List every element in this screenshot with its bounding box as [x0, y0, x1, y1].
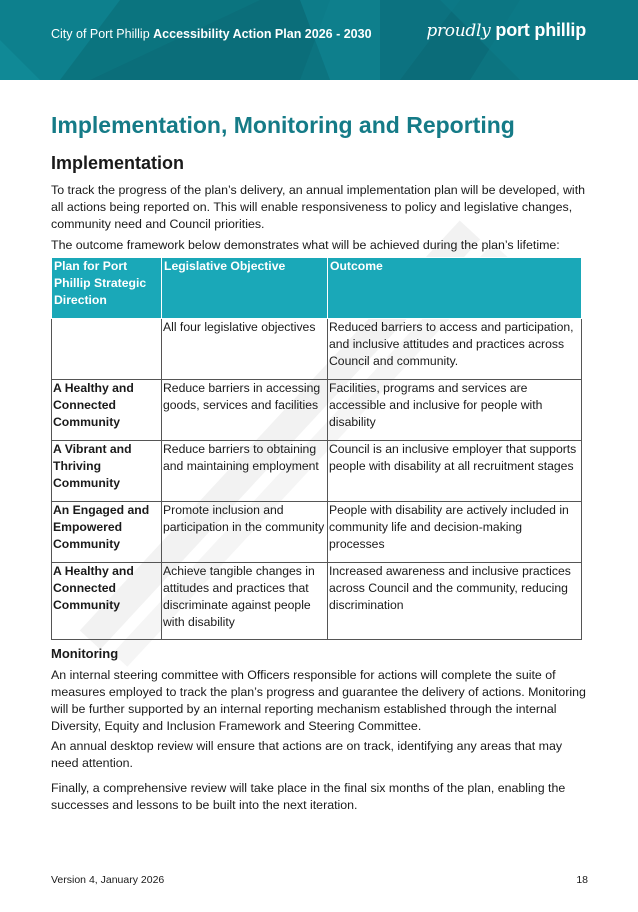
- cell-direction: A Healthy and Connected Community: [52, 563, 162, 640]
- cell-direction: [52, 319, 162, 380]
- outcome-framework-table: [51, 257, 582, 640]
- cell-objective: Achieve tangible changes in attitudes and practices that discriminate against people with disability: [162, 563, 328, 640]
- cell-outcome: Facilities, programs and services are accessible and inclusive for people with disability: [328, 380, 582, 441]
- table-row: [52, 319, 582, 380]
- port-phillip-logo: [426, 20, 586, 41]
- footer-version: Version 4, January 2026: [51, 874, 165, 886]
- cell-outcome: Increased awareness and inclusive practices across Council and the community, reducing discrimination: [328, 563, 582, 640]
- table-row: [52, 502, 582, 563]
- cell-direction: A Healthy and Connected Community: [52, 380, 162, 441]
- table-header-row: [52, 258, 582, 319]
- monitoring-paragraph-3: Finally, a comprehensive review will take place in the final six months of the plan, enabling the successes and lessons to be built into the next iteration.: [51, 781, 566, 812]
- cell-outcome: Council is an inclusive employer that supports people with disability at all recruitment stages: [328, 441, 582, 502]
- table-row: [52, 563, 582, 640]
- logo-script-text: proudly: [426, 21, 491, 41]
- monitoring-paragraph-1: An internal steering committee with Officers responsible for actions will complete the suite of measures employed to track the plan’s progress and guarantee the delivery of actions. Monitoring will be further supported by an internal reporting mechanism established through the internal Diversity, Equity and Inclusion Framework and Steering Committee.: [51, 668, 586, 733]
- monitoring-paragraph-2: An annual desktop review will ensure that actions are on track, identifying any areas that may need attention.: [51, 739, 563, 770]
- cell-objective: All four legislative objectives: [162, 319, 328, 380]
- header-title: [51, 27, 372, 41]
- cell-outcome: People with disability are actively included in community life and decision-making processes: [328, 502, 582, 563]
- implementation-heading: Implementation: [51, 153, 185, 173]
- header-org: City of Port Phillip: [51, 27, 150, 41]
- footer-page-number: 18: [576, 874, 588, 886]
- framework-intro: The outcome framework below demonstrates what will be achieved during the plan’s lifetime:: [51, 238, 560, 252]
- cell-direction: An Engaged and Empowered Community: [52, 502, 162, 563]
- table-row: [52, 441, 582, 502]
- header-strategic-direction: Plan for Port Phillip Strategic Direction: [52, 258, 162, 319]
- cell-objective: Reduce barriers to obtaining and maintaining employment: [162, 441, 328, 502]
- cell-direction: A Vibrant and Thriving Community: [52, 441, 162, 502]
- logo-brand-text: port phillip: [495, 20, 586, 40]
- table-row: [52, 380, 582, 441]
- implementation-paragraph: To track the progress of the plan’s delivery, an annual implementation plan will be developed, with all actions being reported on. This will enable responsiveness to policy and legislative changes, community need and Council priorities.: [51, 183, 586, 231]
- header-legislative-objective: Legislative Objective: [162, 258, 328, 319]
- page-header: [0, 0, 638, 80]
- cell-outcome: Reduced barriers to access and participation, and inclusive attitudes and practices across Council and community.: [328, 319, 582, 380]
- page-title: Implementation, Monitoring and Reporting: [51, 112, 515, 138]
- cell-objective: Reduce barriers in accessing goods, services and facilities: [162, 380, 328, 441]
- monitoring-heading: Monitoring: [51, 646, 119, 661]
- header-outcome: Outcome: [328, 258, 582, 319]
- cell-objective: Promote inclusion and participation in the community: [162, 502, 328, 563]
- header-doc-title: Accessibility Action Plan 2026 - 2030: [153, 27, 372, 41]
